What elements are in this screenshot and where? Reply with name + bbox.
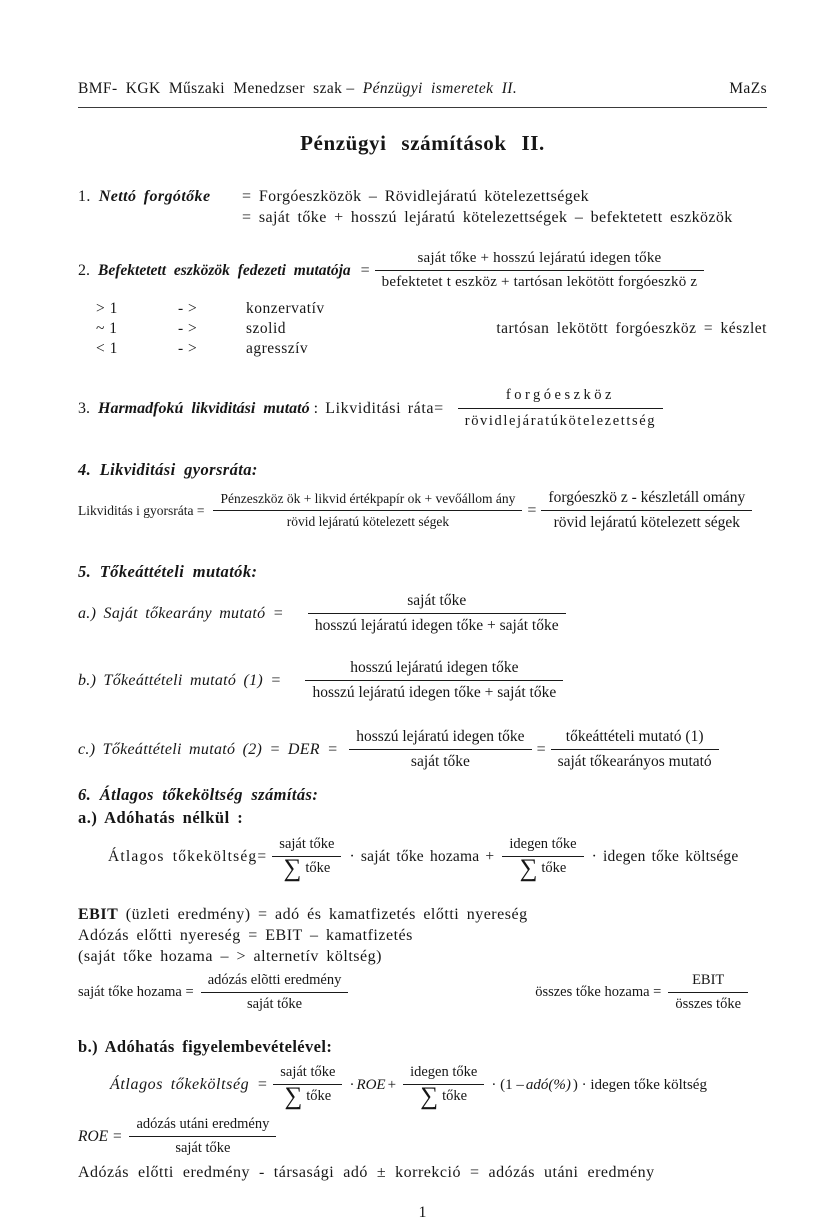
item-6a-formula bbox=[78, 836, 767, 882]
equals-sign: = bbox=[527, 501, 537, 519]
page-header bbox=[78, 80, 767, 108]
case-row bbox=[78, 319, 767, 339]
subsection-b-heading: b.) Adóhatás figyelembevételével: bbox=[78, 1037, 333, 1056]
formula-lhs: c.) Tőkeáttételi mutató (2) = DER = bbox=[78, 740, 339, 758]
fraction-numerator: hosszú lejáratú idegen tőke bbox=[350, 659, 519, 676]
fraction-numerator: tőkeáttételi mutató (1) bbox=[565, 728, 704, 745]
formula-lhs: b.) Tőkeáttételi mutató (1) = bbox=[78, 671, 282, 689]
fraction-numerator: idegen tőke bbox=[509, 836, 577, 852]
header-course bbox=[78, 80, 521, 98]
formula-lhs: a.) Saját tőkearány mutató = bbox=[78, 604, 284, 622]
item-4 bbox=[78, 460, 767, 532]
fraction-numerator: EBIT bbox=[692, 972, 725, 988]
roe-term: ROE bbox=[356, 1076, 386, 1093]
item-1-label-group bbox=[78, 186, 242, 207]
fraction bbox=[272, 836, 341, 882]
ebit-block bbox=[78, 904, 767, 967]
dot-operator: · bbox=[349, 1076, 355, 1093]
fraction-numerator: forgóeszköz bbox=[505, 387, 615, 403]
fraction bbox=[201, 972, 349, 1013]
sigma-symbol: ∑ bbox=[284, 1083, 303, 1110]
case-condition: ~ 1 bbox=[96, 320, 118, 337]
denominator-word: tőke bbox=[305, 860, 331, 876]
fraction-numerator: forgóeszkö z - készletáll omány bbox=[548, 489, 746, 506]
case-label: agresszív bbox=[246, 340, 309, 357]
fraction bbox=[305, 659, 563, 702]
fraction-numerator: adózás elõtti eredmény bbox=[207, 972, 342, 988]
case-row bbox=[78, 339, 767, 359]
item-3 bbox=[78, 387, 767, 430]
plus-operator: + bbox=[387, 1076, 397, 1093]
after-tax-result-line: Adózás előtti eredmény - társasági adó ± korrekció = adózás utáni eredmény bbox=[78, 1164, 655, 1181]
fraction-numerator: saját tőke bbox=[280, 1064, 336, 1080]
sigma-symbol: ∑ bbox=[519, 855, 538, 882]
item-1 bbox=[78, 186, 767, 228]
fraction-denominator bbox=[272, 855, 341, 882]
fraction bbox=[502, 836, 583, 882]
page-number: 1 bbox=[418, 1204, 427, 1221]
fraction-denominator: összes tőke bbox=[668, 992, 748, 1013]
fraction bbox=[541, 489, 752, 532]
ebit-line-1 bbox=[78, 904, 767, 925]
fraction bbox=[349, 728, 531, 771]
fraction-denominator: hosszú lejáratú idegen tőke + saját tőke bbox=[308, 613, 566, 635]
item-3-number: 3. bbox=[78, 399, 90, 417]
sigma-symbol: ∑ bbox=[420, 1083, 439, 1110]
fraction bbox=[458, 387, 663, 430]
item-1-number: 1. bbox=[78, 188, 91, 205]
case-arrow: - > bbox=[178, 340, 198, 357]
fraction-denominator bbox=[273, 1083, 342, 1110]
subsection-a-heading: a.) Adóhatás nélkül : bbox=[78, 808, 244, 827]
header-course-name: BMF- KGK Műszaki Menedzser szak bbox=[78, 80, 343, 97]
formula-lhs: összes tőke hozama = bbox=[535, 984, 662, 1000]
section-heading: 4. Likviditási gyorsráta: bbox=[78, 460, 258, 479]
case-note: tartósan lekötött forgóeszköz = készlet bbox=[496, 320, 767, 337]
formula-lhs: Átlagos tőkeköltség = bbox=[110, 1076, 269, 1093]
fraction-numerator: saját tőke bbox=[407, 592, 467, 609]
fraction-denominator bbox=[403, 1083, 484, 1110]
equals-sign: = bbox=[360, 261, 370, 279]
fraction bbox=[668, 972, 748, 1013]
item-5a-formula bbox=[78, 592, 767, 635]
fraction-denominator: saját tőke bbox=[129, 1136, 276, 1157]
ebit-line-3: (saját tőke hozama – > alternetív költség) bbox=[78, 948, 382, 965]
ebit-line-2: Adózás előtti nyereség = EBIT – kamatfizetés bbox=[78, 927, 413, 944]
item-2-formula bbox=[78, 250, 767, 291]
fraction-numerator: Pénzeszköz ök + likvid értékpapír ok + vevőállom ány bbox=[220, 491, 516, 506]
document-title: Pénzügyi számítások II. bbox=[300, 131, 545, 155]
tax-factor-open: · (1 – bbox=[491, 1076, 524, 1093]
ebit-definition: (üzleti eredmény) = adó és kamatfizetés előtti nyereség bbox=[125, 906, 528, 923]
item-6 bbox=[78, 785, 767, 1182]
formula-lhs: Átlagos tőkeköltség= bbox=[108, 848, 268, 865]
fraction bbox=[403, 1064, 484, 1110]
fraction bbox=[375, 250, 705, 291]
case-arrow: - > bbox=[178, 320, 198, 337]
item-5 bbox=[78, 562, 767, 771]
item-4-formula bbox=[78, 489, 767, 532]
case-label: szolid bbox=[246, 320, 287, 337]
fraction-denominator: befektetet t eszköz + tartósan lekötött forgóeszkö z bbox=[375, 270, 705, 291]
item-6b-formula bbox=[78, 1064, 767, 1110]
fraction-denominator: saját tőke bbox=[349, 749, 531, 771]
item-1-term: Nettó forgótőke bbox=[98, 188, 211, 205]
formula-mid-text: · saját tőke hozama + bbox=[349, 848, 495, 865]
item-3-term: Harmadfokú likviditási mutató bbox=[98, 399, 310, 417]
item-2-cases bbox=[78, 299, 767, 359]
item-1-line-1 bbox=[78, 186, 767, 207]
total-return-formula bbox=[535, 972, 753, 1013]
denominator-word: tőke bbox=[442, 1088, 468, 1104]
case-arrow: - > bbox=[178, 300, 198, 317]
roe-formula bbox=[78, 1116, 767, 1157]
item-5c-formula bbox=[78, 728, 767, 771]
case-condition: < 1 bbox=[96, 340, 118, 357]
equals-sign: = bbox=[536, 740, 546, 758]
fraction-numerator: hosszú lejáratú idegen tőke bbox=[356, 728, 525, 745]
fraction bbox=[551, 728, 719, 771]
tax-term: adó(%) bbox=[525, 1076, 571, 1093]
case-label: konzervatív bbox=[246, 300, 325, 317]
item-3-mid-text: : Likviditási ráta= bbox=[313, 399, 444, 417]
case-row bbox=[78, 299, 767, 319]
fraction-denominator: rövid lejáratú kötelezett ségek bbox=[541, 510, 752, 532]
fraction-denominator: saját tőkearányos mutató bbox=[551, 749, 719, 771]
fraction-denominator: rövidlejáratúkötelezettség bbox=[458, 408, 663, 430]
header-author: MaZs bbox=[729, 80, 767, 97]
fraction bbox=[213, 491, 522, 530]
fraction-numerator: idegen tőke bbox=[410, 1064, 478, 1080]
sigma-symbol: ∑ bbox=[283, 855, 302, 882]
denominator-word: tőke bbox=[541, 860, 567, 876]
fraction-numerator: adózás utáni eredmény bbox=[136, 1116, 270, 1132]
header-subject-italic: – Pénzügyi ismeretek II. bbox=[346, 80, 518, 97]
denominator-word: tőke bbox=[306, 1088, 332, 1104]
fraction bbox=[308, 592, 566, 635]
ebit-term: EBIT bbox=[78, 906, 119, 923]
item-2-term: Befektetett eszközök fedezeti mutatója bbox=[98, 261, 351, 279]
fraction-numerator: saját tőke bbox=[279, 836, 335, 852]
formula-lhs: Likviditás i gyorsráta = bbox=[78, 502, 205, 518]
item-2 bbox=[78, 250, 767, 359]
fraction-denominator: hosszú lejáratú idegen tőke + saját tőke bbox=[305, 680, 563, 702]
section-heading: 6. Átlagos tőkeköltség számítás: bbox=[78, 785, 319, 804]
formula-lhs: saját tőke hozama = bbox=[78, 984, 194, 1000]
item-2-number: 2. bbox=[78, 261, 90, 279]
formula-tail-text: ) · idegen tőke költség bbox=[572, 1076, 707, 1093]
fraction bbox=[273, 1064, 342, 1110]
formula-tail-text: · idegen tőke költsége bbox=[591, 848, 739, 865]
case-condition: > 1 bbox=[96, 300, 118, 317]
formula-lhs: ROE = bbox=[78, 1127, 123, 1145]
fraction-denominator: rövid lejáratú kötelezett ségek bbox=[213, 510, 522, 530]
returns-formula-row bbox=[78, 972, 767, 1013]
section-heading: 5. Tőkeáttételi mutatók: bbox=[78, 562, 258, 581]
item-1-formula-1: = Forgóeszközök – Rövidlejáratú kötelezettségek bbox=[242, 188, 589, 205]
fraction bbox=[129, 1116, 276, 1157]
fraction-denominator: saját tőke bbox=[201, 992, 349, 1013]
item-5b-formula bbox=[78, 659, 767, 702]
fraction-denominator bbox=[502, 855, 583, 882]
fraction-numerator: saját tőke + hosszú lejáratú idegen tőke bbox=[417, 250, 662, 266]
item-1-line-2: = saját tőke + hosszú lejáratú kötelezettségek – befektetett eszközök bbox=[242, 209, 733, 226]
